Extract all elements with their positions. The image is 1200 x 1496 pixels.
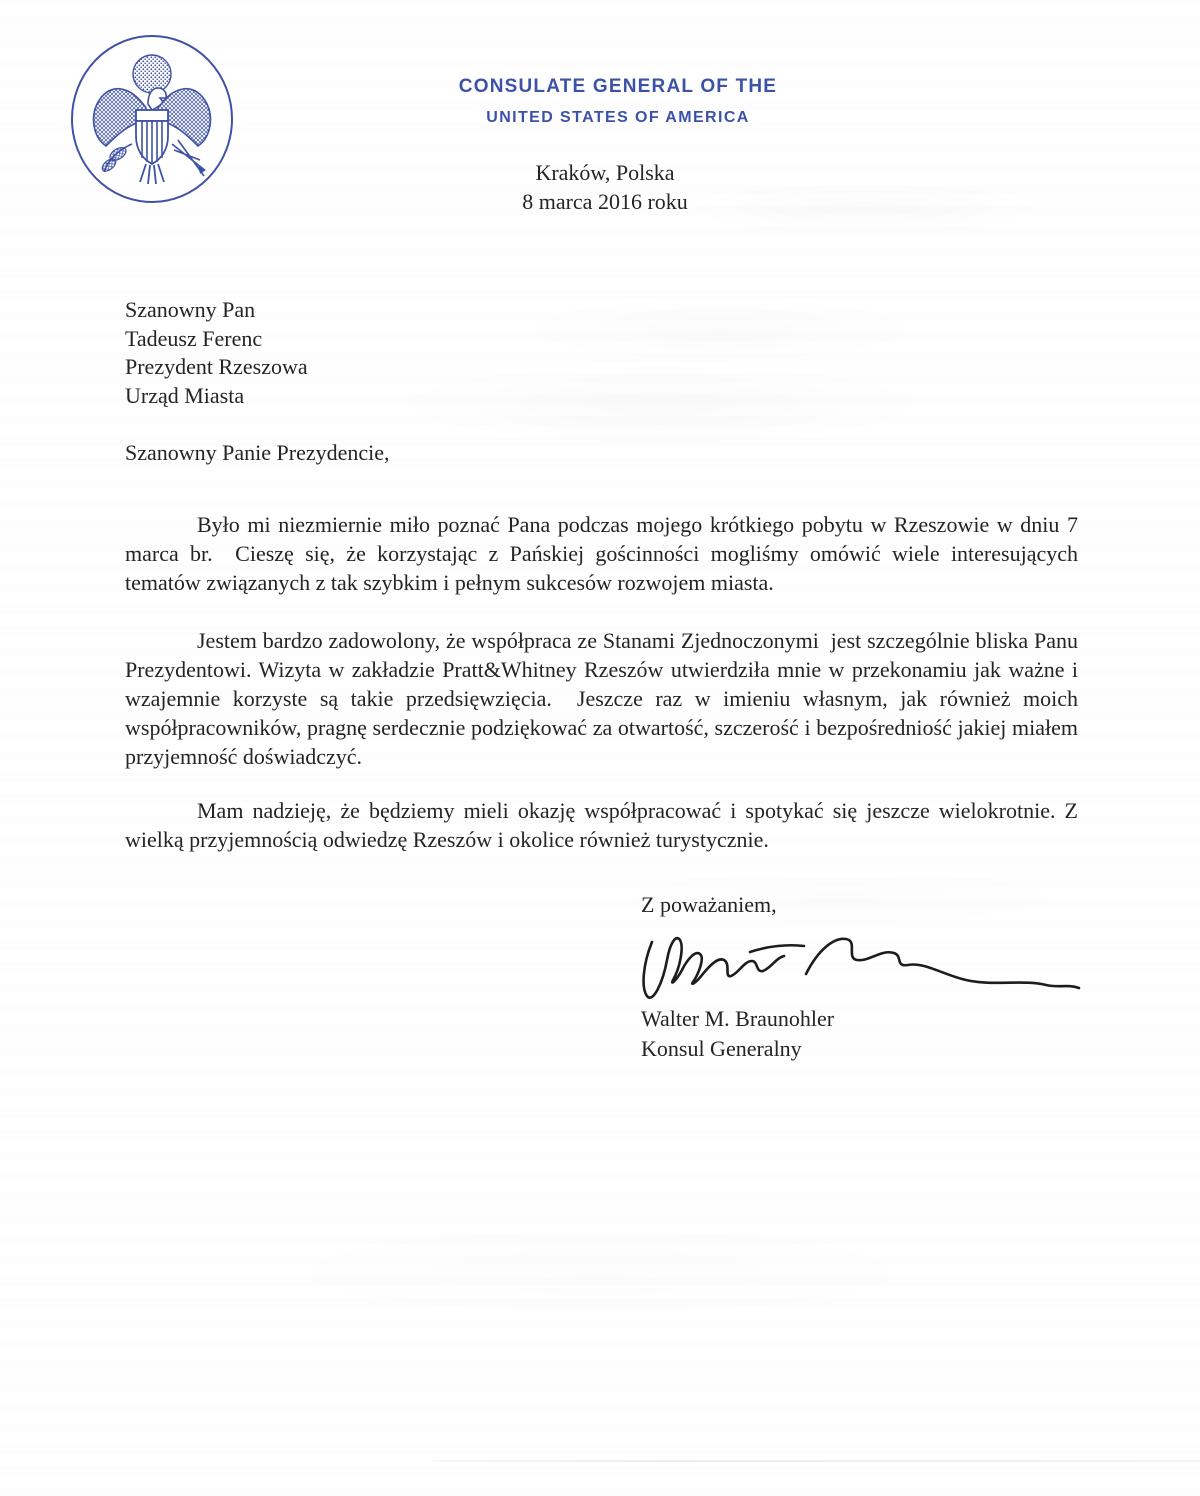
scan-artifact-line bbox=[432, 1460, 1200, 1462]
place-date-block bbox=[305, 158, 905, 216]
signer-title: Konsul Generalny bbox=[641, 1036, 802, 1061]
signer-name: Walter M. Braunohler bbox=[641, 1006, 835, 1031]
org-name-line1: CONSULATE GENERAL OF THE bbox=[458, 76, 778, 97]
handwritten-signature bbox=[638, 916, 1088, 1012]
body-paragraph-1: Było mi niezmiernie miło poznać Pana podczas mojego krótkiego pobytu w Rzeszowie w dniu 7 marca br. Cieszę się, że korzystając z Pańskiej gościnności mogliśmy omówić wiele interesujących tematów związanych z tak szybkim i pełnym sukcesów rozwojem miasta. bbox=[125, 512, 1084, 595]
recipient-office: Urząd Miasta bbox=[125, 382, 245, 408]
recipient-block bbox=[125, 296, 308, 410]
salutation: Szanowny Panie Prezydencie, bbox=[125, 440, 390, 465]
recipient-name: Tadeusz Ferenc bbox=[125, 325, 263, 351]
body-paragraph-2: Jestem bardzo zadowolony, że współpraca ze Stanami Zjednoczonymi jest szczególnie bliska Panu Prezydentowi. Wizyta w zakładzie Pratt&Whitney Rzeszów utwierdziła mnie w przekonamiu jak ważne i wzajemnie korzyste są takie przedsięwzięcia. Jeszcze raz w imieniu własnym, jak również moich współpracowników, pragnę serdecznie podziękować za otwartość, szczerość i bezpośredniość jakiej miałem przyjemność doświadczyć. bbox=[125, 628, 1084, 769]
recipient-honorific: Szanowny Pan bbox=[125, 297, 256, 322]
recipient-title: Prezydent Rzeszowa bbox=[125, 354, 308, 379]
place-line: Kraków, Polska bbox=[535, 160, 675, 185]
org-name-line2: UNITED STATES OF AMERICA bbox=[486, 109, 750, 126]
us-great-seal-icon bbox=[66, 32, 238, 206]
date-line: 8 marca 2016 roku bbox=[522, 189, 688, 214]
closing-phrase: Z poważaniem, bbox=[641, 892, 777, 917]
signer-block bbox=[641, 1004, 834, 1064]
body-paragraph-3: Mam nadzieję, że będziemy mieli okazję współpracować i spotykać się jeszcze wielokrotnie. Z wielką przyjemnością odwiedzę Rzeszów i okolice również turystycznie. bbox=[125, 798, 1084, 852]
letterhead bbox=[318, 76, 918, 128]
